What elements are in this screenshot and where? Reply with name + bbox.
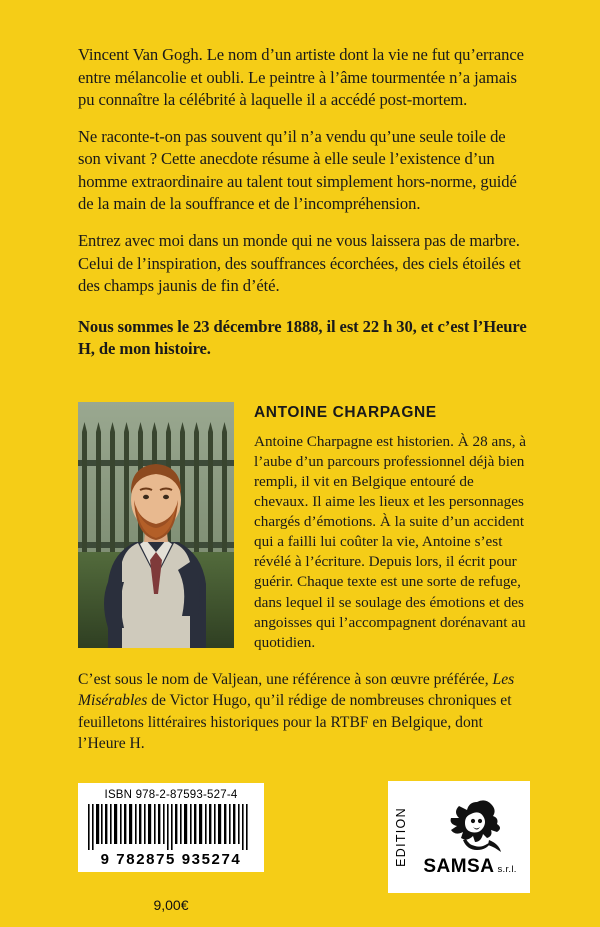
- highlight-line: Nous sommes le 23 décembre 1888, il est 22 h 30, et c’est l’Heure H, de mon histoire.: [78, 316, 527, 358]
- publisher-logo-wrap: [414, 781, 530, 893]
- publisher-edition-label: EDITION: [394, 807, 409, 867]
- publisher-box: [388, 781, 530, 893]
- author-text-block: [254, 402, 530, 653]
- author-section: [78, 402, 530, 770]
- author-row: [78, 402, 530, 653]
- publisher-edition-label-wrap: [388, 781, 414, 893]
- author-name: ANTOINE CHARPAGNE: [254, 404, 437, 421]
- closing-paragraph: [78, 669, 530, 755]
- closing-part-2: de Victor Hugo, qu’il rédige de nombreuses chroniques et feuilletons littéraires historiques pour la RTBF en Belgique, dont l’Heure H.: [78, 692, 512, 753]
- portrait-illustration: [78, 402, 234, 648]
- closing-italic-title: Les Misérables: [78, 670, 515, 710]
- blurb-paragraph-1: Vincent Van Gogh. Le nom d’un artiste dont la vie ne fut qu’errance entre mélancolie et oubli. Le peintre à l’âme tourmentée n’a jamais pu connaître la célébrité à laquelle il a accédé post-mortem.: [78, 45, 524, 110]
- blurb-paragraph-2: Ne raconte-t-on pas souvent qu’il n’a vendu qu’une seule toile de son vivant ? Cette anecdote résume à elle seule l’existence d’un homme extraordinaire au talent tout simplement hors-norme, guidé de la main de la souffrance et de l’incompréhension.: [78, 126, 517, 214]
- barcode-bars: [86, 804, 256, 850]
- author-bio: Antoine Charpagne est historien. À 28 ans, à l’aube d’un parcours professionnel déjà bien rempli, il vit en Belgique entouré de chevaux. Il aime les lieux et les personnages chargés d’émotions. À la suite d’un accident qui a failli lui coûter la vie, Antoine s’est révélé à l’écriture. Depuis lors, il écrit pour guérir. Chaque texte est une sorte de refuge, dans lequel il se soulage des émotions et des angoisses qui l’accompagnent dorénavant au quotidien.: [254, 433, 527, 651]
- heraldic-lion-icon: [433, 796, 507, 854]
- barcode-box: [78, 783, 264, 872]
- closing-part-1: C’est sous le nom de Valjean, une référence à son œuvre préférée,: [78, 670, 493, 688]
- footer-section: [0, 767, 600, 927]
- price-label: 9,00€: [153, 897, 189, 913]
- publisher-name: [423, 856, 516, 878]
- publisher-name-text: SAMSA: [423, 856, 495, 877]
- publisher-suffix: s.r.l.: [497, 864, 517, 875]
- blurb-paragraph-3: Entrez avec moi dans un monde qui ne vous laissera pas de marbre. Celui de l’inspiration, des souffrances écorchées, des ciels étoilés et des champs jaunis de fin d’été.: [78, 230, 521, 296]
- author-portrait-photo: [78, 402, 234, 648]
- blurb-section: [78, 44, 530, 374]
- isbn-text: ISBN 978-2-87593-527-4: [104, 789, 238, 801]
- barcode-digits: 9 782875 935274: [100, 851, 242, 868]
